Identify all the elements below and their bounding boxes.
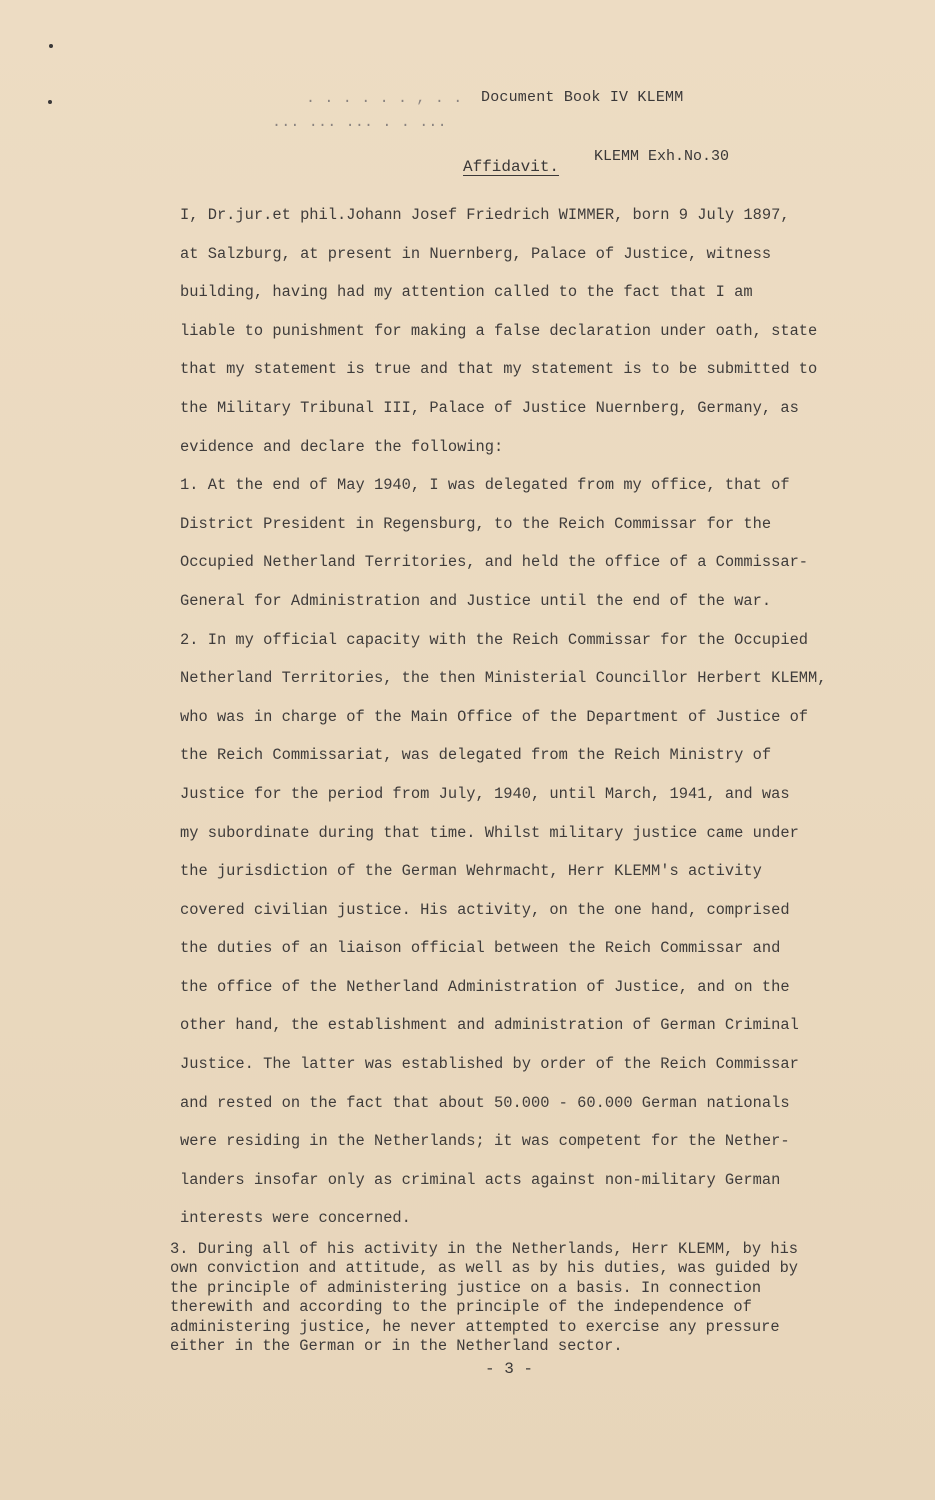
body-line: were residing in the Netherlands; it was competent for the Nether- — [180, 1132, 790, 1151]
body-line: landers insofar only as criminal acts against non-military German — [180, 1170, 781, 1189]
body-line: building, having had my attention called to the fact that I am — [180, 283, 753, 302]
body-line: that my statement is true and that my statement is to be submitted to — [180, 360, 818, 379]
document-book-label: Document Book IV KLEMM — [481, 89, 684, 106]
header-stamp-2: ... ... ... . . ... — [272, 114, 447, 131]
body-line: either in the German or in the Netherland sector. — [170, 1337, 623, 1356]
body-line: the Military Tribunal III, Palace of Justice Nuernberg, Germany, as — [180, 398, 799, 417]
body-line: who was in charge of the Main Office of the Department of Justice of — [180, 707, 809, 726]
body-line: 1. At the end of May 1940, I was delegated from my office, that of — [180, 476, 790, 495]
body-line: other hand, the establishment and administration of German Criminal — [180, 1016, 799, 1035]
body-line: the principle of administering justice on a basis. In connection — [170, 1278, 762, 1297]
body-line: therewith and according to the principle of the independence of — [170, 1298, 752, 1317]
paragraph-3 — [170, 1240, 850, 1356]
body-line: own conviction and attitude, as well as by his duties, was guided by — [170, 1259, 799, 1278]
punch-mark — [48, 100, 52, 104]
affidavit-body — [180, 196, 855, 1238]
body-line: District President in Regensburg, to the Reich Commissar for the — [180, 514, 772, 533]
body-line: Netherland Territories, the then Ministerial Councillor Herbert KLEMM, — [180, 669, 827, 688]
body-line: covered civilian justice. His activity, on the one hand, comprised — [180, 900, 790, 919]
body-line: General for Administration and Justice until the end of the war. — [180, 591, 772, 610]
body-line: Occupied Netherland Territories, and held the office of a Commissar- — [180, 553, 809, 572]
body-line: and rested on the fact that about 50.000 - 60.000 German nationals — [180, 1093, 790, 1112]
body-line: liable to punishment for making a false declaration under oath, state — [180, 321, 818, 340]
body-line: Justice. The latter was established by order of the Reich Commissar — [180, 1055, 799, 1074]
body-line: administering justice, he never attempted to exercise any pressure — [170, 1317, 780, 1336]
body-line: evidence and declare the following: — [180, 437, 504, 456]
body-line: the office of the Netherland Administration of Justice, and on the — [180, 977, 790, 996]
punch-mark — [49, 44, 53, 48]
body-line: 3. During all of his activity in the Netherlands, Herr KLEMM, by his — [170, 1240, 799, 1258]
document-title: Affidavit. — [463, 158, 560, 176]
body-line: at Salzburg, at present in Nuernberg, Palace of Justice, witness — [180, 244, 772, 263]
page-number: - 3 - — [485, 1360, 534, 1378]
body-line: the jurisdiction of the German Wehrmacht, Herr KLEMM's activity — [180, 862, 762, 881]
header-stamp-1: . . . . . . , . . — [306, 90, 463, 107]
body-line: 2. In my official capacity with the Reich Commissar for the Occupied — [180, 630, 809, 649]
body-line: the duties of an liaison official between the Reich Commissar and — [180, 939, 781, 958]
body-line: the Reich Commissariat, was delegated from the Reich Ministry of — [180, 746, 772, 765]
body-line: my subordinate during that time. Whilst military justice came under — [180, 823, 799, 842]
body-line: Justice for the period from July, 1940, until March, 1941, and was — [180, 784, 790, 803]
body-line: interests were concerned. — [180, 1209, 411, 1228]
body-line: I, Dr.jur.et phil.Johann Josef Friedrich WIMMER, born 9 July 1897, — [180, 206, 790, 224]
exhibit-number: KLEMM Exh.No.30 — [594, 148, 730, 165]
